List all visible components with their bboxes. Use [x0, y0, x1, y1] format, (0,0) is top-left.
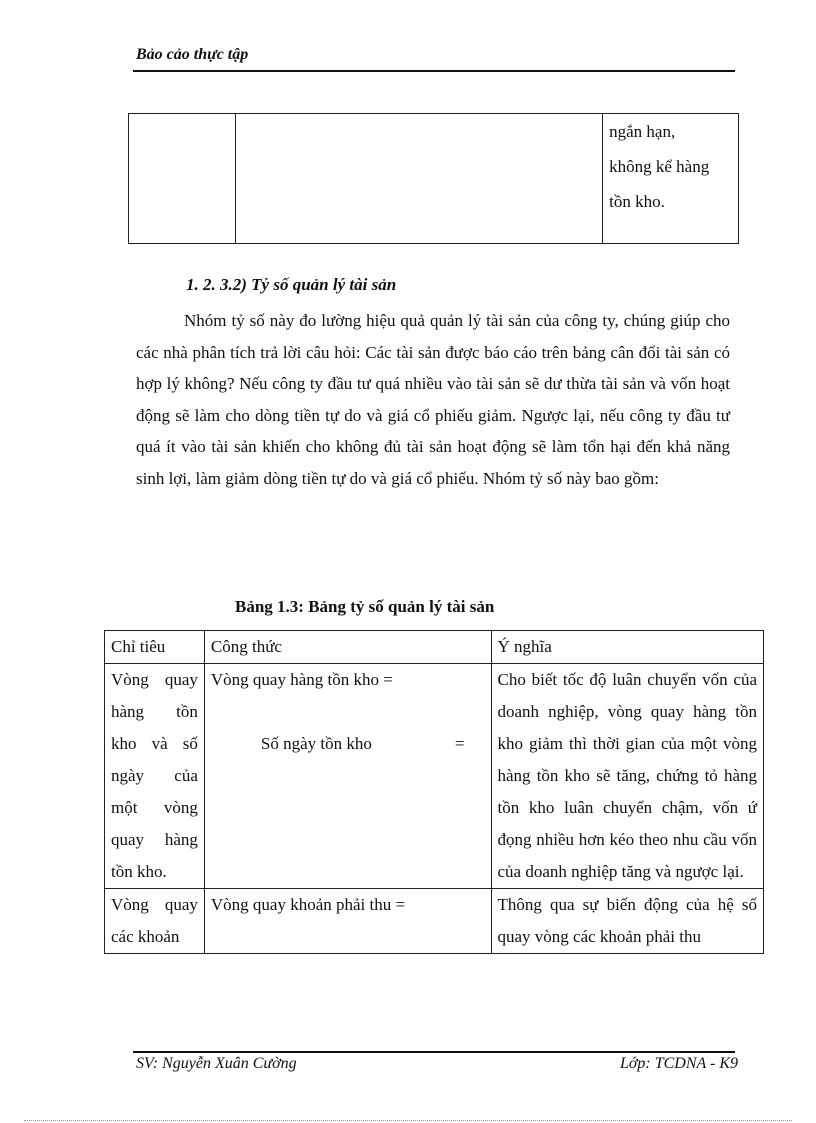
row-indicator [105, 889, 205, 954]
table-header-row [105, 631, 764, 664]
continued-line: tồn kho. [609, 192, 665, 211]
section-heading: 1. 2. 3.2) Tỷ số quản lý tài sản [186, 275, 397, 294]
page-bottom-edge [24, 1120, 792, 1121]
indicator-line: tồn kho. [111, 862, 167, 881]
indicator-line: các khoản [111, 927, 180, 946]
formula-text: Vòng quay khoản phải thu = [210, 895, 406, 914]
continued-table-cell-3 [603, 114, 739, 244]
indicator-line: hàng tồn [111, 702, 198, 721]
formula-days-label: Số ngày tồn kho [260, 734, 372, 753]
indicator-line: ngày của [111, 766, 198, 785]
formula-equals: = [454, 734, 465, 753]
continued-line: không kể hàng [609, 157, 710, 176]
indicator-line: Vòng quay [111, 895, 198, 914]
footer-divider [133, 1051, 735, 1053]
continued-table-cell-2 [235, 114, 602, 244]
footer-student: SV: Nguyễn Xuân Cường [136, 1055, 297, 1072]
table-row [105, 664, 764, 889]
row-meaning: Cho biết tốc độ luân chuyển vốn của doanh nghiệp, vòng quay hàng tồn kho giảm thì thời gian của một vòng hàng tồn kho sẽ tăng, chứng tỏ hàng tồn kho luân chuyển chậm, vốn ứ đọng nhiều hơn kéo theo nhu cầu vốn của doanh nghiệp tăng và ngược lại. [491, 664, 764, 889]
row-meaning: Thông qua sự biến động của hệ số quay vòng các khoản phải thu [491, 889, 764, 954]
indicator-line: kho và số [111, 734, 198, 753]
formula-text: Vòng quay hàng tồn kho = [210, 670, 393, 689]
indicator-line: Vòng quay [111, 670, 198, 689]
table-row [105, 889, 764, 954]
formula-days-line [211, 728, 485, 760]
header-formula: Công thức [204, 631, 491, 664]
asset-ratio-table [104, 630, 764, 954]
table-caption: Bảng 1.3: Bảng tỷ số quản lý tài sản [235, 597, 495, 616]
row-formula [204, 889, 491, 954]
header-meaning: Ý nghĩa [491, 631, 764, 664]
continued-line: ngắn hạn, [609, 122, 676, 141]
continued-table-cell-1 [129, 114, 236, 244]
continued-table [128, 113, 739, 244]
section-paragraph: Nhóm tỷ số này đo lường hiệu quả quản lý tài sản của công ty, chúng giúp cho các nhà phân tích trả lời câu hỏi: Các tài sản được báo cáo trên bảng cân đối tài sản có hợp lý không? Nếu công ty đầu tư quá nhiều vào tài sản sẽ dư thừa tài sản và vốn hoạt động sẽ làm cho dòng tiền tự do và giá cổ phiếu giảm. Ngược lại, nếu công ty đầu tư quá ít vào tài sản khiến cho không đủ tài sản hoạt động sẽ làm tổn hại đến khả năng sinh lợi, làm giảm dòng tiền tự do và giá cổ phiếu. Nhóm tỷ số này bao gồm: [136, 311, 730, 488]
page-header-title: Bảo cảo thực tập [136, 46, 249, 63]
indicator-line: quay hàng [111, 830, 198, 849]
row-indicator [105, 664, 205, 889]
footer-class: Lớp: TCDNA - K9 [619, 1055, 738, 1072]
indicator-line: một vòng [111, 798, 198, 817]
header-indicator: Chỉ tiêu [105, 631, 205, 664]
row-formula [204, 664, 491, 889]
header-divider [133, 70, 735, 72]
